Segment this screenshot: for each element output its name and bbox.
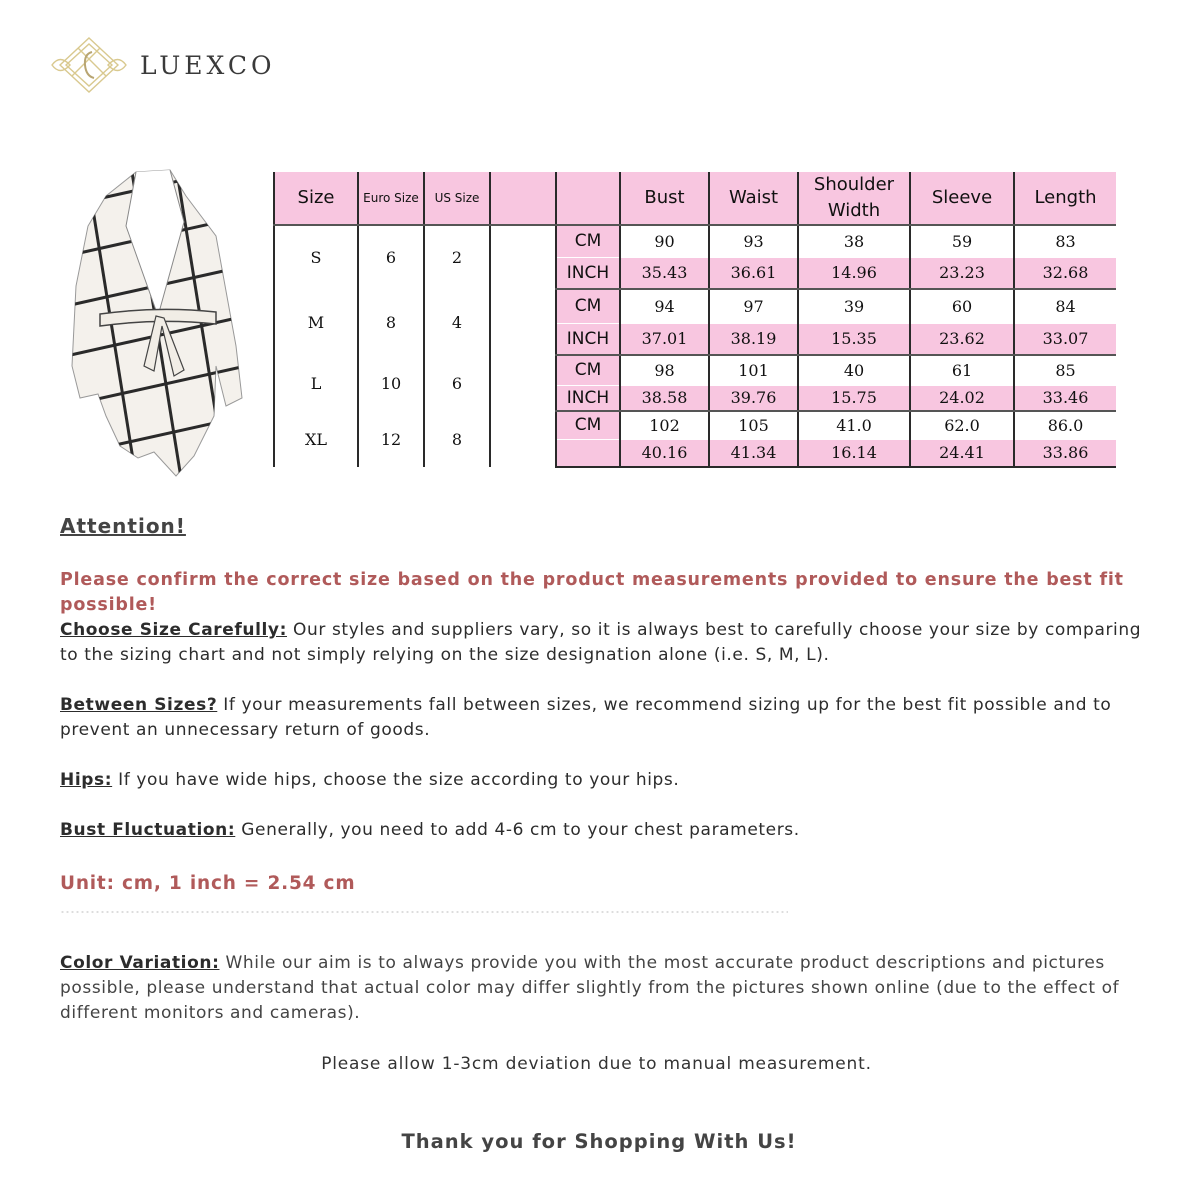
measurement-cell: 41.34 <box>709 439 798 467</box>
measurement-cell: 23.62 <box>910 323 1014 355</box>
measurement-cell: 60 <box>910 289 1014 323</box>
color-variation-label: Color Variation: <box>60 953 220 973</box>
measurement-cell: 33.46 <box>1014 385 1116 411</box>
measurement-cell: 14.96 <box>798 257 910 289</box>
header-bust: Bust <box>620 172 709 225</box>
euro-size-cell: 8 <box>358 289 424 355</box>
measurement-cell: 59 <box>910 225 1014 257</box>
deviation-note: Please allow 1-3cm deviation due to manual measurement. <box>321 1054 872 1074</box>
size-label-cell: S <box>274 225 358 289</box>
measurement-cell: 15.75 <box>798 385 910 411</box>
measurement-cell: 15.35 <box>798 323 910 355</box>
measurement-cell: 24.41 <box>910 439 1014 467</box>
unit-cell: CM <box>556 289 620 323</box>
us-size-cell: 8 <box>424 411 490 467</box>
between-sizes-label: Between Sizes? <box>60 695 218 715</box>
measurement-cell: 24.02 <box>910 385 1014 411</box>
measurement-cell: 39.76 <box>709 385 798 411</box>
hips-note <box>60 768 1150 793</box>
euro-size-cell: 10 <box>358 355 424 411</box>
blank-cell <box>490 289 556 355</box>
measurement-cell: 97 <box>709 289 798 323</box>
measurement-cell: 36.61 <box>709 257 798 289</box>
measurement-cell: 86.0 <box>1014 411 1116 439</box>
attention-heading: Attention! <box>60 514 186 538</box>
unit-cell: INCH <box>556 257 620 289</box>
hips-text: If you have wide hips, choose the size according to your hips. <box>112 770 680 790</box>
header-waist: Waist <box>709 172 798 225</box>
unit-cell: INCH <box>556 385 620 411</box>
measurement-cell: 41.0 <box>798 411 910 439</box>
bust-fluctuation-text: Generally, you need to add 4-6 cm to your chest parameters. <box>235 820 800 840</box>
unit-cell <box>556 439 620 467</box>
measurement-cell: 90 <box>620 225 709 257</box>
measurement-cell: 61 <box>910 355 1014 385</box>
table-row <box>274 225 1116 257</box>
table-row <box>274 411 1116 439</box>
unit-note: Unit: cm, 1 inch = 2.54 cm <box>60 873 356 894</box>
header-unit <box>556 172 620 225</box>
unit-cell: CM <box>556 355 620 385</box>
us-size-cell: 6 <box>424 355 490 411</box>
coat-product-image <box>66 166 246 478</box>
dotted-divider <box>60 910 788 914</box>
measurement-cell: 62.0 <box>910 411 1014 439</box>
measurement-cell: 101 <box>709 355 798 385</box>
unit-cell: CM <box>556 225 620 257</box>
blank-cell <box>490 225 556 289</box>
measurement-cell: 40 <box>798 355 910 385</box>
table-row <box>274 355 1116 385</box>
measurement-cell: 85 <box>1014 355 1116 385</box>
between-sizes-text: If your measurements fall between sizes, we recommend sizing up for the best fit possible and to prevent an unnecessary return of goods. <box>60 695 1112 740</box>
size-label-cell: XL <box>274 411 358 467</box>
measurement-cell: 33.86 <box>1014 439 1116 467</box>
unit-cell: INCH <box>556 323 620 355</box>
choose-size-label: Choose Size Carefully: <box>60 620 288 640</box>
euro-size-cell: 6 <box>358 225 424 289</box>
size-chart-table <box>273 172 1116 468</box>
brand-name: LUEXCO <box>140 50 276 80</box>
measurement-cell: 35.43 <box>620 257 709 289</box>
header-size: Size <box>274 172 358 225</box>
measurement-cell: 37.01 <box>620 323 709 355</box>
header-blank <box>490 172 556 225</box>
measurement-cell: 93 <box>709 225 798 257</box>
size-label-cell: M <box>274 289 358 355</box>
thank-you-note: Thank you for Shopping With Us! <box>401 1130 797 1153</box>
table-row <box>274 289 1116 323</box>
between-sizes-note <box>60 693 1150 743</box>
measurement-cell: 102 <box>620 411 709 439</box>
measurement-cell: 32.68 <box>1014 257 1116 289</box>
diamond-knot-logo-icon <box>48 34 130 96</box>
euro-size-cell: 12 <box>358 411 424 467</box>
measurement-cell: 83 <box>1014 225 1116 257</box>
us-size-cell: 4 <box>424 289 490 355</box>
hips-label: Hips: <box>60 770 113 790</box>
measurement-cell: 38.19 <box>709 323 798 355</box>
measurement-cell: 39 <box>798 289 910 323</box>
table-header-row <box>274 172 1116 225</box>
brand-logo <box>48 34 276 96</box>
bust-fluctuation-label: Bust Fluctuation: <box>60 820 236 840</box>
blank-cell <box>490 355 556 411</box>
measurement-cell: 94 <box>620 289 709 323</box>
measurement-cell: 40.16 <box>620 439 709 467</box>
header-sleeve: Sleeve <box>910 172 1014 225</box>
header-length: Length <box>1014 172 1116 225</box>
measurement-cell: 23.23 <box>910 257 1014 289</box>
header-us-size: US Size <box>424 172 490 225</box>
measurement-cell: 16.14 <box>798 439 910 467</box>
measurement-cell: 38.58 <box>620 385 709 411</box>
header-euro-size: Euro Size <box>358 172 424 225</box>
confirm-size-note: Please confirm the correct size based on the product measurements provided to ensure the best fit possible! <box>60 570 1124 615</box>
color-variation-note <box>60 951 1150 1026</box>
measurement-cell: 105 <box>709 411 798 439</box>
measurement-cell: 98 <box>620 355 709 385</box>
measurement-cell: 33.07 <box>1014 323 1116 355</box>
measurement-cell: 84 <box>1014 289 1116 323</box>
choose-size-text: Our styles and suppliers vary, so it is always best to carefully choose your size by comparing to the sizing chart and not simply relying on the size designation alone (i.e. S, M, L). <box>60 620 1142 665</box>
color-variation-text: While our aim is to always provide you with the most accurate product descriptions and pictures possible, please understand that actual color may differ slightly from the pictures shown online (due to the effect of different monitors and cameras). <box>60 953 1120 1023</box>
measurement-cell: 38 <box>798 225 910 257</box>
choose-size-note <box>60 618 1150 668</box>
size-label-cell: L <box>274 355 358 411</box>
blank-cell <box>490 411 556 467</box>
bust-fluctuation-note <box>60 818 1150 843</box>
unit-cell: CM <box>556 411 620 439</box>
us-size-cell: 2 <box>424 225 490 289</box>
header-shoulder-width: Shoulder Width <box>798 172 910 225</box>
